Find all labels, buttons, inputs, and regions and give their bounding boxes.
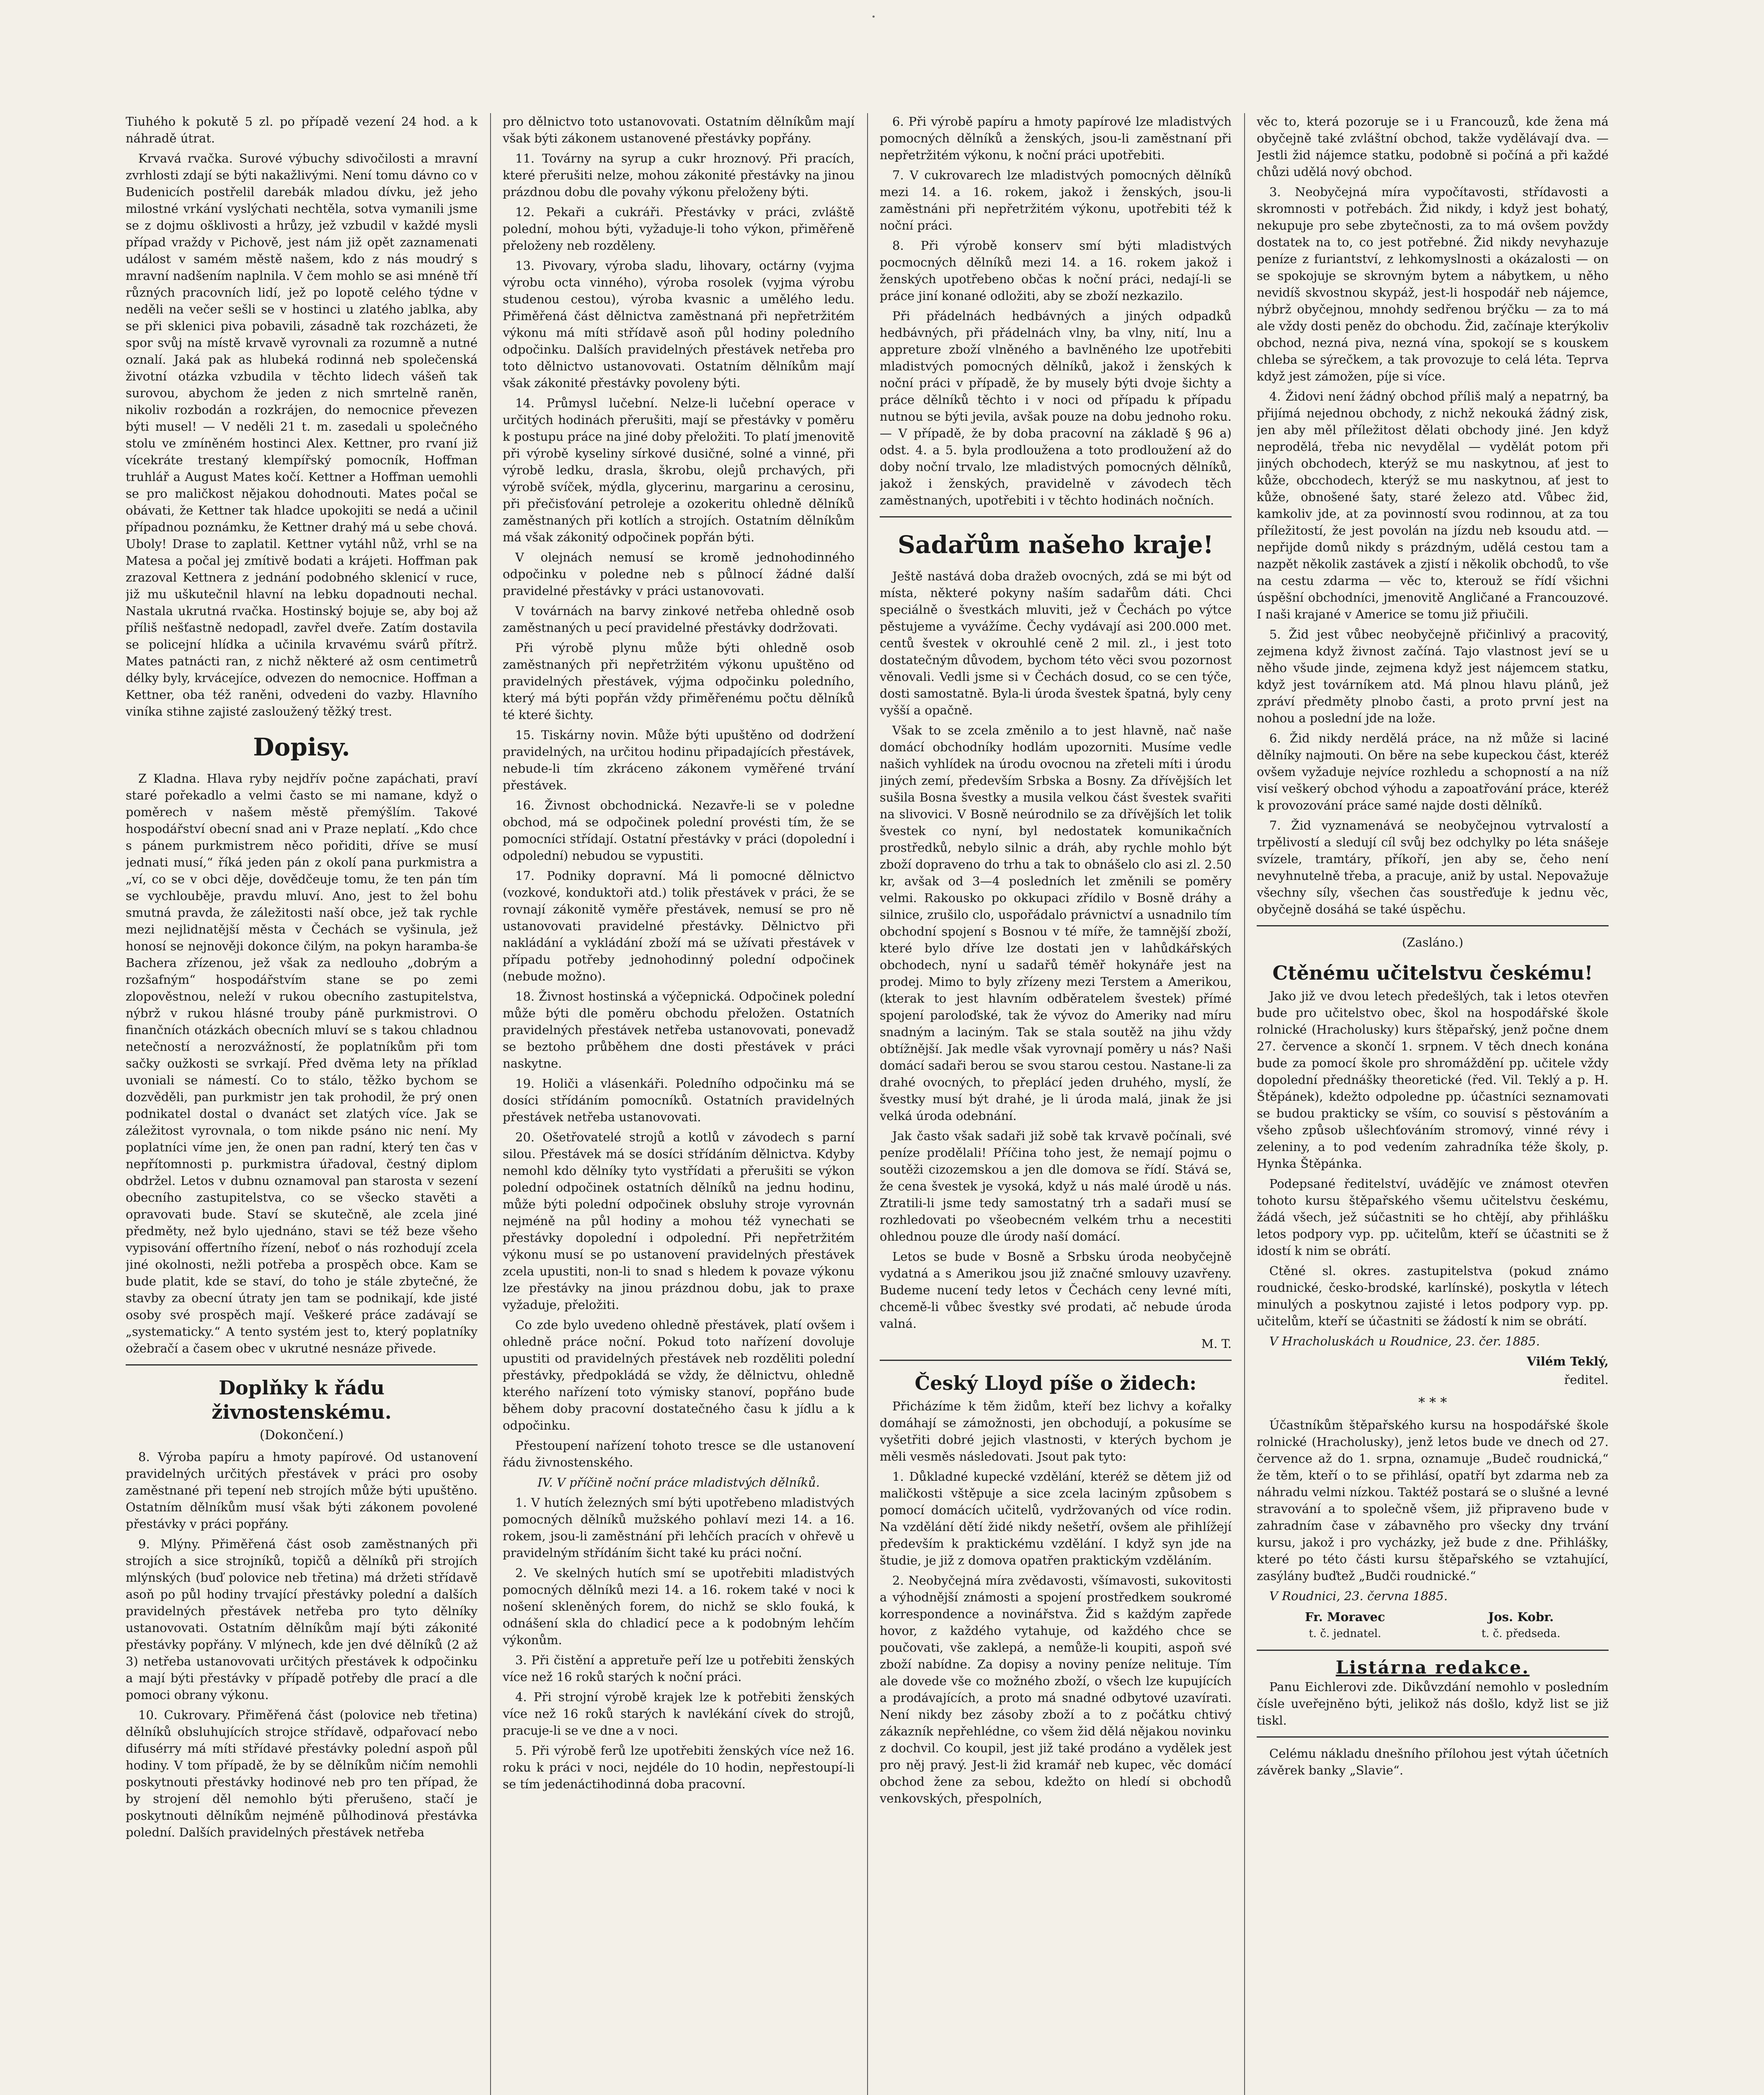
paragraph: 7. V cukrovarech lze mladistvých pomocných dělníků mezi 14. a 16. rokem, jakož i ženských, jsou-li zaměstnáni při nepřetržitém výkonu, upotřebiti též k noční práci. [880,168,1232,233]
paragraph: 4. Židovi není žádný obchod příliš malý a nepatrný, ba přijímá nejednou obchody, z nichž nekouká žádný zisk, jen aby měl příležitost dělati obchody jiné. Jen když neprodělá, třeba nic nevydělal — vydělát potom při jiných obchodech, kterýž se mu naskytnou, ať jest to kůže, obcchodech, kterýž se mu naskytnou, ať jest to kůže, obnošené šaty, staré železo atd. Vůbec žid, kamkoliv jde, at za povinností svou rodinnou, at za tou příležitostí, že jest povolán na jízdu neb ksoudu atd. — nepřijde domů nikdy s prázdným, udělá cestou tam a nazpět několik zastávek a zjistí i několik obchodů, to vše na cestu zdarma — věc to, kterouž se řídí všichni úspěšní obchodníci, jmenovitě Angličané a Francouzové. I naši krajané v Americe se tomu již přiučili. [1257,389,1609,621]
paragraph: 5. Žid jest vůbec neobyčejně přičinlivý a pracovitý, zejmena když živnost začíná. Tajo vlastnost jeví se u něho všude jinde, zejmena když jest nájemcem statku, když jest továrníkem atd. Má plnou hlavu plánů, jež zpráví předměty plnobo časti, a proto první jest na nohou a poslední jde na lože. [1257,627,1609,725]
paragraph: 6. Žid nikdy nerdělá práce, na nž může si laciné dělníky najmouti. On běre na sebe kupeckou část, kteréž ovšem vyžaduje nejvíce rozhledu a schopností a na níž visí veškerý obchod výhodu a zapoatřování práce, kteréž k provozování práce samé najde dosti dělníků. [1257,731,1609,812]
paragraph: Podepsané ředitelství, uvádějíc ve známost otevřen tohoto kursu štěpařského všemu učitelstvu českému, žádá všech, jež súčastniti se ho chtějí, aby přihlášku letos podpory vyp. pp. učitelům, kteří se účastniti se ž idostí k nim se obrátí. [1257,1177,1609,1258]
paragraph: Ještě nastává doba dražeb ovocných, zdá se mi být od místa, některé pokyny naším sadařům dáti. Chci speciálně o švestkách mluviti, jež v Čechách po výtce pěstujeme a vyvážíme. Čechy vydávají asi 200.000 met. centů švestek v okrouhlé ceně 2 mil. zl., i jest toto dostatečným důvodem, bychom této věci svou pozornost věnovali. Vedli jsme si v Čechách dosud, co se cen týče, dosti samostatně. Byla-li úroda švestek špatná, byly ceny vyšší a opačně. [880,569,1232,717]
column-4 [1257,113,1609,2095]
zaslano-label: (Zasláno.) [1402,935,1464,949]
signature-name: Jos. Kobr. [1488,1610,1554,1624]
paragraph: 17. Podniky dopravní. Má li pomocné dělnictvo (vozkové, konduktoři atd.) tolik přestávek v práci, že se rovnají zákonitě vyměře přestávek, nemusí se pro ně ustanovovati pravidelné přestávky. Dělnictvo při nakládání a vykládání zboží má se užívati přestávek v případu potřeby jednohodinný polední odpočinek (nebude možno). [503,869,855,983]
section-heading-listarna: Listárna redakce. [1335,1657,1530,1678]
column-rule [1244,113,1245,2095]
paragraph: Z Kladna. Hlava ryby nejdřív počne zapáchati, praví staré pořekadlo a velmi často se mi namane, když o poměrech v našem městě přemýšlím. Takové hospodářství obecní snad ani v Praze neplatí. „Kdo chce s pánem purkmistrem něco pořiditi, dříve se musí jednati musí,“ říká jeden pán z okolí pana purkmistra a „ví, co se v obci děje, dovědčeuje tomu, že ten pán tím se vychlouběje, pravdu mluví. Ano, jest to žel bohu smutná pravda, že záležitosti naší obce, jež tak rychle mezi nejlidnatější města v Čechách se vyšinula, jež honosí se nejnověji dokonce čilým, na pokyn haramba-še Bachera zřízenou, jež však za nedlouho „dobrým a rozšafným“ hospodářstvím stane se po zemi zlopověstnou, neleží v rukou obecního zastupitelstva, nýbrž v rukou hlásné trouby páně purkmistrovi. O finančních otázkách obecních mluví se s takou chladnou netečností a nerozvážností, že poplatníkům při tom sačky oužkosti se svrkají. Před dvěma lety na příklad uvoniali se námestí. Co to stálo, těžko bychom se dozvěděli, pan purkmistr jen tak prohodil, že prý onen podnikatel dostal o dvanáct set zlatých více. Jak se záležitost vyrovnala, o tom nikde psáno nic není. My poplatníci víme jen, že onen pan radní, který ten čas v nepřítomnosti p. purkmistra úřadoval, čestný diplom obdržel. Letos v dubnu oznamoval pan starosta v sezení obecního zastupitelstva, co se všecko stavěti a opravovati bude. Staví se skutečně, ale zcela jiné předměty, než bylo ujednáno, stavi se též beze všeho vypisování offertního řízení, neboť o nás rozhodují zcela jiné okolnosti, nežli potřeba a prospěch obce. Kam se bude platit, kde se staví, do toho je stále zbytečné, že stavby za obecní útraty jen tam se podnikají, kde jisté osoby své prospěch mají. Veškeré práce zadávají se „systematicky.“ A tento systém jest to, který poplatníky ožebračí a časem obec v ukrutné nesnáze přivede. [126,771,478,1355]
paragraph: Celému nákladu dnešního přílohou jest výtah účetních závěrek banky „Slavie“. [1257,1746,1609,1777]
paragraph: 14. Průmysl lučební. Nelze-li lučební operace v určitých hodinách přerušiti, mají se přestávky v poměru k postupu práce na jiné doby přeložiti. To platí jmenovitě při výrobě kyseliny sírkové dusičné, solné a vinné, při výrobě ledku, drasla, škrobu, olejů prchavých, při výrobě svíček, mýdla, glycerinu, margarinu a cerosinu, při přečisťování petroleje a ozokeritu ohledně dělníků zaměstnaných při kotlích a strojích. Ostatním dělníkům má však zákonitý odpočinek popřán býti. [503,396,855,544]
paragraph: Přicházíme k těm židům, kteří bez lichvy a kořalky domáhají se zámožnosti, jen obchodují, a pokusíme se vyšetřiti dobré jejich vlastnosti, v kterých bychom je měli vesměs následovati. Jsout pak tyto: [880,1399,1232,1464]
section-heading-ucitelstvu: Ctěnému učitelstvu českému! [1272,962,1593,984]
signature-role: t. č. předseda. [1481,1627,1560,1640]
column-2 [503,113,855,2095]
signature-role: ředitel. [1564,1373,1609,1387]
paragraph: Však to se zcela změnilo a to jest hlavně, nač naše domácí obchodníky hodlám upozorniti. Musíme vedle našich vyhlídek na úrodu ovocnou na zřeteli míti i úrodu jiných zemí, především Srbska a Bosny. Za dřívějších let sušila Bosna švestky a musila velkou část švestek svařiti na slivovici. V Bosně neúrodnilo se za dřívějších let tolik švestek co nyní, byl nedostatek komunikačních prostředků, nebylo silnic a dráh, aby rychle mohlo být zboží dopraveno do trhu a tak to obnášelo clo asi zl. 2.50 kr, avšak od 3—4 posledních let změnili se poměry velmi. Rakousko po okkupaci zřídilo v Bosně dráhy a silnice, zrušilo clo, uspořádalo právnictví a usnadnilo tím obchodní spojení s Bosnou v té míře, že tamnější zboží, které bylo dříve lze dostati jen v lahůdkářských obchodech, nyní u sadařů téměř hokynáře jest na prodej. Mimo to byly zřízeny mezi Terstem a Amerikou, (kterak to jest hlavním odběratelem švestek) přímé spojení paroloďské, tak že vývoz do Ameriky nad míru snadným a laciným. Tak se stala soutěž na jihu vždy obtížnější. Jak medle však vyrovnají poměry u nás? Naši domácí sadaři berou se svou starou cestou. Nastane-li za drahé ovocných, to přeplácí jeden druhého, myslí, že švestky musí být drahé, je li úroda malá, jinak že jsi velká úroda odebnání. [880,723,1232,1123]
paragraph: Letos se bude v Bosně a Srbsku úroda neobyčejně vydatná a s Amerikou jsou již značné smlouvy uzavřeny. Budeme nucení tedy letos v Čechách ceny levné míti, chcemě-li vůbec švestky své prodati, ač nebude úroda valná. [880,1249,1232,1331]
corner-mark: • [871,13,876,21]
paragraph: 19. Holiči a vlásenkáři. Poledního odpočinku má se dosíci střídáním pomocníků. Ostatních pravidelných přestávek netřeba ustanovovati. [503,1076,855,1124]
column-1 [126,113,478,2095]
paragraph: V Roudnici, 23. června 1885. [1269,1589,1448,1603]
signature-jednatel [1305,1609,1385,1642]
paragraph: 13. Pivovary, výroba sladu, lihovary, octárny (vyjma výrobu octa vinného), výroba rosolek (vyjma výrobu studenou cestou), výroba kvasnic a umělého ledu. Přiměřená část dělnictva zaměstnaná při nepřetržitém výkonu má míti střídavě asoň půl hodiny poledního odpočinku. Dalších pravidelných přestávek netřeba pro toto dělnictvo ustanovovati. Ostatním dělníkům mají však zákonité přestávky povoleny býti. [503,259,855,390]
paragraph: 1. V hutích železných smí býti upotřebeno mladistvých pomocných dělníků mužského pohlaví mezi 14. a 16. rokem, jsou-li zaměstnání při lehčích pracích v ohřevě u pravidelným střídáním šicht také ku práci noční. [503,1495,855,1560]
paragraph: 9. Mlýny. Přiměřená část osob zaměstnaných při strojích a sice strojníků, topičů a dělníků při strojích mlýnských (buď polovice neb třetina) má držeti střídavě asoň po půl hodiny trvající přestávky polední a dalších pravidelných přestávek netřeba pro tyto dělníky ustanovovati. Ostatním dělníkům mají býti zákonité přestávky popřány. V mlýnech, kde jen dvé dělníků (2 až 3) netřeba ustanovovati určitých přestávek k odpočinku a mají býti přestávky v případě potřeby dle prací a dle pomoci obrany výkonu. [126,1537,478,1702]
paragraph: V továrnách na barvy zinkové netřeba ohledně osob zaměstnaných u pecí pravidelné přestávky dodržovati. [503,604,855,635]
paragraph: V Hracholuskách u Roudnice, 23. čer. 1885. [1269,1334,1540,1348]
paragraph: Krvavá rvačka. Surové výbuchy sdivočilosti a mravní zvrhlosti zdají se býti nakažlivými. Není tomu dávno co v Budenicích postřelil darebák mladou dívku, jež jeho milostné vrkání vyslýchati nechtěla, sotva vymanili jsme se z dojmu ošklivosti a hrůzy, jež vzbudil v každé mysli případ vraždy v Pichově, jest nám již opět zaznamenati událost v samém městě našem, kdo z nás moudrý s mravní nadšením naplnila. V čem mohlo se asi mnéně tří různých pracovních lidí, jež po lopotě celého týdne v neděli na večer sešli se v hostinci u zlatého jablka, aby se při sklenici piva pobavili, zásadně tak rozcházeti, že spor svůj na místě krvavě vyrovnali za rozumně a nutné oznalí. Jaká pak as hlubeká rodinná neb společenská životní otázka vzbudila v těchto lidech vášeň tak surovou, abychom že jeden z nich smrtelně raněn, nikoliv rozbodán a rozkrájen, do nemocnice převezen býti musel! — V neděli 21 t. m. zasedali u společného stolu ve zmíněném hostinci Alex. Kettner, pro rvaní již vícekráte trestaný klempířský pomocník, Hoffman truhlář a August Mates kočí. Kettner a Hoffman uemohli se pro maličkost nějakou dohodnouti. Mates počal se obávati, že Kettner tak hladce upokojiti se nedá a učinil případnou poznámku, že Kettner drahý má u sebe chová. Uboly! Drase to zaplatil. Kettner vytáhl nůž, vrhl se na Matesa a počal jej zmítivě bodati a krájeti. Hoffman pak zrazoval Kettnera z jednání podobného sklenicí v ruce, již mu uškutečnil hlavní na lebku dopadnouti nechal. Nastala ukrutná rvačka. Hostinský bojuje se, aby boj až příliš nešťastně nedopadl, zavřel dveře. Zatím dostavila se policejní hlídka a učinila krvavému svárů přítrž. Mates patnácti ran, z nichž některé až osm centimetrů délky byly, krvácejíce, odvezen do nemocnice. Hoffman a Kettner, oba též raněni, odvedeni do vazby. Hlavního viníka stihne zajisté zasloužený těžký trest. [126,151,478,719]
paragraph: 12. Pekaři a cukráři. Přestávky v práci, zvláště polední, mohou býti, vyžaduje-li toho výkon, přiměřeně přeloženy neb rozděleny. [503,205,855,253]
section-heading-dopisy: Dopisy. [253,733,350,761]
paragraph: 11. Továrny na syrup a cukr hroznový. Při pracích, které přerušiti nelze, mohou zákonité přestávky na jinou prázdnou dobu dle povahy výkonu přeloženy býti. [503,151,855,199]
signature-name: Fr. Moravec [1305,1610,1385,1624]
paragraph: 20. Ošetřovatelé strojů a kotlů v závodech s parní silou. Přestávek má se dosíci střídáním dělnictva. Kdyby nemohl kdo dělníky tyto vystřídati a přerušiti se výkon polední odpočinek ostatních dělníků na jednu hodinu, může býti polední odpočinek obsluhy stroje vyrovnán nejméně na půl hodiny a mohou též vynechati se přestávky dopolední i odpolední. Při nepřetržitém výkonu musí se po ustanovení pravidelných přestávek zcela upustiti, non-li to snad s hledem k povaze výkonu lze přestávky na jinou prázdnou dobu, jak to praxe vyžaduje, přeložiti. [503,1130,855,1312]
paragraph: 16. Živnost obchodnická. Nezavře-li se v poledne obchod, má se odpočinek polední provésti tím, že se pomocníci střídají. Ostatní přestávky v práci (dopolední i odpolední) nebudou se vypustiti. [503,798,855,863]
paragraph: Jako již ve dvou letech předešlých, tak i letos otevřen bude pro učitelstvo obec, škol na hospodářské škole rolnické (Hracholusky) kurs štěpařský, jenž počne dnem 27. července a skončí 1. srpnem. V těch dnech konána bude za pomocí škole pro shromáždění pp. učitele vždy dopolední přednášky theoretické (řed. Vil. Teklý a p. H. Štěpánek), kdežto odpoledne pp. účastníci seznamovati se budou prakticky se vším, co souvisí s pěstováním a všeho způsob ušlechťováním stromový, vinné révy i zeleniny, a to pod vedením zahradníka téže školy, p. Hynka Štěpánka. [1257,989,1609,1171]
paragraph: 10. Cukrovary. Přiměřená část (polovice neb třetina) dělníků obsluhujících strojce střídavě, odpařovací nebo difusérry má míti střídavé přestávky polední aspoň půl hodiny. V tom případě, že by se dělníkům ničím nemohli poskytnouti přestávky hodinové neb pro ten případ, že by strojení děl nemohlo býti přerušeno, stačí je poskytnouti dělníkům nejméně půlhodinová přestávka polední. Dalších pravidelných přestávek netřeba [126,1708,478,1839]
paragraph: 1. Důkladné kupecké vzdělání, kteréž se dětem již od maličkosti vštěpuje a sice zcela laciným způsobem s pomocí domácích učitelů, vydržovaných od více rodin. Na vzdělání dětí židé nikdy nešetří, ovšem ale přihlížejí především k praktickému vzdělání. I když syn jde na študie, je již z domova opatřen praktickým vzděláním. [880,1469,1232,1567]
separator-stars: * * * [1418,1394,1447,1410]
paragraph: 8. Výroba papíru a hmoty papírové. Od ustanovení pravidelných určitých přestávek v práci pro osoby zaměstnané při tepení neb strojích může býti upuštěno. Ostatním dělníkům musí však býti zákonem povolené přestávky v práci popřány. [126,1450,478,1531]
paragraph: Tiuhého k pokutě 5 zl. po případě vezení 24 hod. a k náhradě útrat. [126,114,478,145]
paragraph: 15. Tiskárny novin. Může býti upuštěno od dodržení pravidelných, na určitou hodinu připadajících přestávek, nebude-li tím zkráceno zákonem vyměřené trvání přestávek. [503,728,855,792]
paragraph: Při přádelnách hedbávných a jiných odpadků hedbávných, při přádelnách vlny, ba vlny, nití, lnu a appreture zboží vlněného a bavlněného lze upotřebiti mladistvých pomocných dělníků, jakož i ženských k noční práci v případě, že by musely býti dvoje šichty a práce dělníků těchto i v noci od případu k případu nutnou se býti jevila, avšak pouze na dobu jednoho roku. — V případě, že by doba pracovní na základě § 96 a) odst. 4. a 5. byla prodloužena a toto prodloužení až do doby noční trvalo, lze mladistvých pomocných dělníků, jakož i ženských, pravidelně v závodech těch zaměstnaných, upotřebiti i v těchto hodinách nočních. [880,309,1232,507]
paragraph: 5. Při výrobě ferů lze upotřebiti ženských více než 16. roku k práci v noci, nejdéle do 10 hodin, nepřestoupí-li se tím jedenáctihodinná doba pracovní. [503,1743,855,1791]
paragraph: věc to, která pozoruje se i u Francouzů, kde žena má obyčejně také zvláštní obchod, takže vydělávají dva. — Jestli žid nájemce statku, podobně si počíná a při každé chůzi udělá nový obchod. [1257,114,1609,179]
signature-role: t. č. jednatel. [1309,1627,1382,1640]
author-signature: M. T. [1201,1337,1232,1351]
paragraph: Ctěné sl. okres. zastupitelstva (pokud známo roudnické, česko-brodské, karlínské), poskytla v létech minulých a poskytnou zajisté i letos podpory vyp. pp. učitelům, kteří se účastniti se žádostí k nim se obrátí. [1257,1264,1609,1328]
paragraph: 18. Živnost hostinská a výčepnická. Odpočinek polední může býti dle poměru obchodu přeložen. Ostatních pravidelných přestávek netřeba ustanovovati, ponevadž se beztoho průběhem dne dosti přestávek v práci naskytne. [503,989,855,1071]
divider [880,1360,1232,1361]
paragraph: 8. Při výrobě konserv smí býti mladistvých pocmocných dělníků mezi 14. a 16. rokem jakož i ženských upotřebeno občas k noční práci, nedají-li se práce jiní konané odložiti, aby se zboží nezkazilo. [880,238,1232,303]
column-rule [490,113,491,2095]
section-heading-doplnky: Doplňky k řádu živnostenskému. [212,1376,392,1423]
paragraph: Jak často však sadaři již sobě tak krvavě počínali, své peníze prodělali! Příčina toho jest, že nemají pojmu o soutěži cizozemskou a jen dle domova se řídí. Stává se, že cena švestek je vysoká, když u nás malé úrodě u nás. Ztratili-li jsme tedy samostatný trh a sadaři musí se rozhledovati po všeobecném velkém trhu a necestiti ohlednou pouze dle úrody naší domácí. [880,1129,1232,1244]
divider [1257,1736,1609,1738]
paragraph: pro dělnictvo toto ustanovovati. Ostatním dělníkům mají však býti zákonem ustanovené přestávky popřány. [503,114,855,145]
paragraph: Účastníkům štěpařského kursu na hospodářské škole rolnické (Hracholusky), jenž letos bude ve dnech od 27. července až do 1. srpna, oznamuje „Budeč roudnická,“ že těm, kteří o to se přihlásí, opatří byt zdarma neb za náhradu velmi nízkou. Taktéž postará se o slušné a levné stravování a to společně všem, již připraveno bude v zahradním čase v zábavněho pro všecky dny trvání kursu, jakož i pro vycházky, jež bude z dne. Přihlášky, které po této části kursu štěpařského se vztahující, zasýlány buďtež „Budči roudnické.“ [1257,1418,1609,1583]
divider [1257,925,1609,926]
paragraph: V olejnách nemusí se kromě jednohodinného odpočinku v poledne neb s půlnocí žádné další pravidelné přestávky v práci ustanovovati. [503,550,855,598]
section-heading-lloyd: Český Lloyd píše o židech: [914,1372,1197,1394]
page-body [126,113,1617,2095]
paragraph: Panu Eichlerovi zde. Dikůvzdání nemohlo v posledním čísle uveřejněno býti, jelikož nás došlo, když list se již tiskl. [1257,1680,1609,1728]
paragraph: 2. Ve skelných hutích smí se upotřebiti mladistvých pomocných dělníků mezi 14. a 16. rokem také v noci k nošení skleněných forem, do nichž se sklo fouká, k odnášení skla do chladicí pece a k podobným lehčím výkonům. [503,1566,855,1647]
paragraph: 3. Neobyčejná míra vypočítavosti, střídavosti a skromnosti v potřebách. Žid nikdy, i když jest bohatý, nekupuje pro sebe zbytečnosti, za to má ovšem povždy dostatek na to, co jest potřebné. Žid nikdy nevyhazuje peníze z furiantství, z lehkomyslnosti a okázalosti — on se spokojuje se skrovným bytem a nábytkem, u něho nevidíš skvostnou skypáž, jest-li hospodář neb nájemce, nýbrž obyčejnou, mnohdy sedřenou brýčku — za to má ale vždy dosti peněz do obchodu. Žid, začínaje kterýkoliv obchod, nezná piva, nezná vína, spokojí se s kouskem chleba se sýrečkem, a tak provozuje to celá léta. Teprva když jest zámožen, píje si více. [1257,185,1609,383]
paragraph: 7. Žid vyznamenává se neobyčejnou vytrvalostí a trpělivostí a sledují cíl svůj bez odchylky po léta snášeje svízele, tramtáry, příkoří, jen aby se, čeho není nevyhnutelně třeba, a pracuje, aniž by ustal. Nepovažuje všechny síly, všechen čas soustřeďuje k jednu věc, obyčejně dosáhá se také úspěchu. [1257,818,1609,916]
paragraph: Co zde bylo uvedeno ohledně přestávek, platí ovšem i ohledně práce noční. Pokud toto nařízení dovoluje upustiti od pravidelných přestávek neb rozděliti polední přestávky, předpokládá se vždy, že dělnictvu, ohledně kterého nařízení toto výmisky stanoví, popřáno bude během doby pracovní dostatečného času k jídlu a k odpočinku. [503,1318,855,1433]
column-3 [880,113,1232,2095]
section-subheading: IV. V příčině noční práce mladistvých dělníků. [537,1475,820,1490]
paragraph: 3. Při čistění a appretuře peří lze u potřebiti ženských více než 16 roků starých k noční práci. [503,1653,855,1684]
divider [126,1364,478,1366]
paragraph: Při výrobě plynu může býti ohledně osob zaměstnaných při nepřetržitém výkonu upuštěno od pravidelných přestávek, výjma odpočinku poledního, který má býti popřán vždy přiměřenému počtu dělníků té které šichty. [503,641,855,722]
signature-name: Vilém Teklý, [1526,1354,1609,1368]
paragraph: 6. Při výrobě papíru a hmoty papírové lze mladistvých pomocných dělníků a ženských, jsou-li zaměstnaní při nepřetržitém výkonu, k noční práci upotřebiti. [880,114,1232,162]
section-subheading: (Dokončení.) [259,1428,344,1443]
divider [1257,1650,1609,1651]
paragraph: 2. Neobyčejná míra zvědavosti, všímavosti, sukovitosti a výhodnější známosti a spojení prostředkem soukromé korrespondence a novinářstva. Žid s každým zapřede hovor, z každého vytahuje, od každého chce se poučovati, vše zaklepá, a nemůže-li koupiti, aspoň své zboží nabídne. Za dopisy a noviny peníze nelituje. Tím ale dovede vše co možného zboží, o všech lze kupujících a prodávajících, a proto má snadné odbytové uzavírati. Není nikdy bez zásoby zboží a to z počátku chtivý zákazník nepřehlédne, co všem žid dělá nějakou novinku z dochvil. Co koupil, jest již také prodáno a vydělek jest pro něj pravý. Jest-li žid kramář neb kupec, věc domácí obchod žene za sebou, kdežto on hledí si obchodů venkovských, přespolních, [880,1573,1232,1805]
column-rule [867,113,868,2095]
divider [880,516,1232,517]
paragraph: 4. Při strojní výrobě krajek lze k potřebiti ženských více než 16 roků starých k navlékání cívek do strojů, pracuje-li se ve dne a v noci. [503,1690,855,1738]
paragraph: Přestoupení nařízení tohoto tresce se dle ustanovení řádu živnostenského. [503,1438,855,1469]
signature-block [1257,1609,1609,1642]
section-heading-sadarum: Sadařům našeho kraje! [898,530,1214,559]
signature-predseda [1482,1609,1560,1642]
